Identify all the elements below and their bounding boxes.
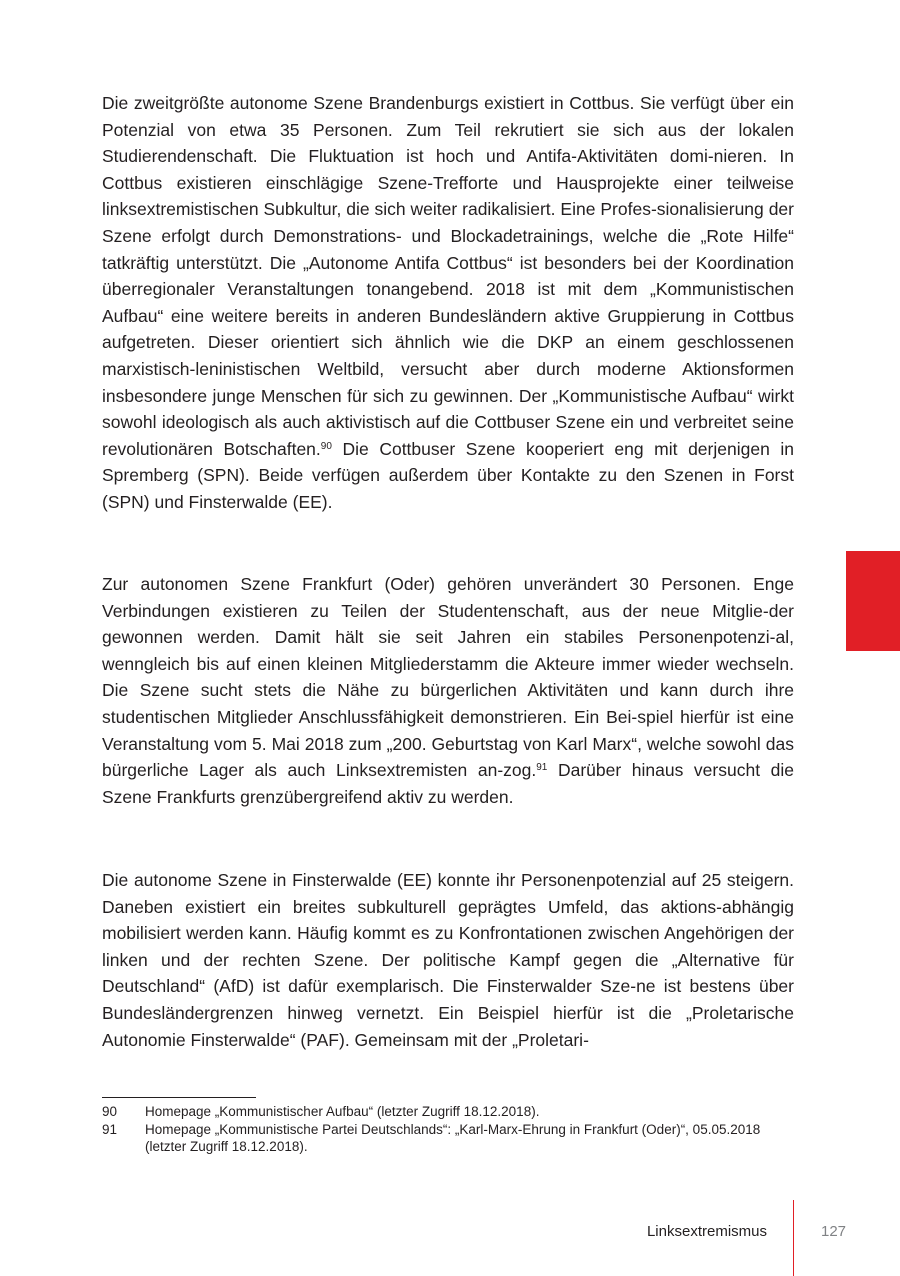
paragraph-text: Darüber hinaus versucht die Szene Frankfurts grenzübergreifend aktiv zu werden. xyxy=(102,760,794,807)
paragraph-text: Die Cottbuser Szene kooperiert eng mit derjenigen in Spremberg (SPN). Beide verfügen außerdem über Kontakte zu den Szenen in Forst (SPN) und Finsterwalde (EE). xyxy=(102,438,794,512)
footer-section-label: Linksextremismus xyxy=(646,1223,767,1240)
body-paragraph-finsterwalde xyxy=(102,867,794,1053)
footnote-reference-90[interactable]: 90 xyxy=(320,440,332,452)
paragraph-text: Zur autonomen Szene Frankfurt (Oder) gehören unverändert 30 Personen. Enge Verbindungen existieren zu Teilen der Studentenschaft, aus der neue Mitglie-der gewonnen werden. Damit hält sie seit Jahren ein stabiles Personenpotenzi-al, wenngleich bis auf einen kleinen Mitgliederstamm die Akteure immer wieder wechseln. Die Szene sucht stets die Nähe zu bürgerlichen Aktivitäten und kann durch ihre studentischen Mitglieder Anschlussfähigkeit demonstrieren. Ein Bei-spiel hierfür ist eine Veranstaltung vom 5. Mai 2018 zum „200. Geburtstag von Karl Marx“, welche sowohl das bürgerliche Lager als auch Linksextremisten an-zog. xyxy=(102,574,794,781)
footnote-number: 90 xyxy=(102,1104,118,1119)
paragraph-text: Die autonome Szene in Finsterwalde (EE) konnte ihr Personenpotenzial auf 25 steigern. Daneben existiert ein breites subkulturell geprägtes Umfeld, das aktions-abhängig mobilisiert werden kann. Häufig kommt es zu Konfrontationen zwischen Angehörigen der linken und der rechten Szene. Der politische Kampf gegen die „Alternative für Deutschland“ (AfD) ist dafür exemplarisch. Die Finsterwalder Sze-ne ist bestens über Bundesländergrenzen hinweg vernetzt. Ein Beispiel hierfür ist die „Proletarische Autonomie Finsterwalde“ (PAF). Gemeinsam mit der „Proletari- xyxy=(102,870,794,1050)
footnote-number: 91 xyxy=(102,1122,118,1137)
footer-divider xyxy=(793,1200,794,1276)
footnote-reference-91[interactable]: 91 xyxy=(536,762,548,774)
chapter-marker-tab xyxy=(846,551,900,651)
footnote-text: Homepage „Kommunistische Partei Deutschlands“: „Karl-Marx-Ehrung in Frankfurt (Oder)“, 05.05.2018 (letzter Zugriff 18.12.2018). xyxy=(145,1122,761,1154)
footnote-text: Homepage „Kommunistischer Aufbau“ (letzter Zugriff 18.12.2018). xyxy=(145,1104,540,1119)
footnote-separator xyxy=(102,1097,256,1098)
paragraph-text: Die zweitgrößte autonome Szene Brandenburgs existiert in Cottbus. Sie verfügt über ein Potenzial von etwa 35 Personen. Zum Teil rekrutiert sie sich aus der lokalen Studierendenschaft. Die Fluktuation ist hoch und Antifa-Aktivitäten domi-nieren. In Cottbus existieren einschlägige Szene-Trefforte und Hausprojekte einer teilweise linksextremistischen Subkultur, die sich weiter radikalisiert. Eine Profes-sionalisierung der Szene erfolgt durch Demonstrations- und Blockadetrainings, welche die „Rote Hilfe“ tatkräftig unterstützt. Die „Autonome Antifa Cottbus“ ist besonders bei der Koordination überregionaler Veranstaltungen tonangebend. 2018 ist mit dem „Kommunistischen Aufbau“ eine weitere bereits in anderen Bundesländern aktive Gruppierung in Cottbus aufgetreten. Dieser orientiert sich ähnlich wie die DKP an einem geschlossenen marxistisch-leninistischen Weltbild, versucht aber durch moderne Aktionsformen insbesondere junge Menschen für sich zu gewinnen. Der „Kommunistische Aufbau“ wirkt sowohl ideologisch als auch aktivistisch auf die Cottbuser Szene ein und verbreitet seine revolutionären Botschaften. xyxy=(102,93,794,459)
body-paragraph-frankfurt-oder xyxy=(102,571,794,810)
page-number: 127 xyxy=(821,1223,847,1240)
body-paragraph-cottbus xyxy=(102,90,794,516)
